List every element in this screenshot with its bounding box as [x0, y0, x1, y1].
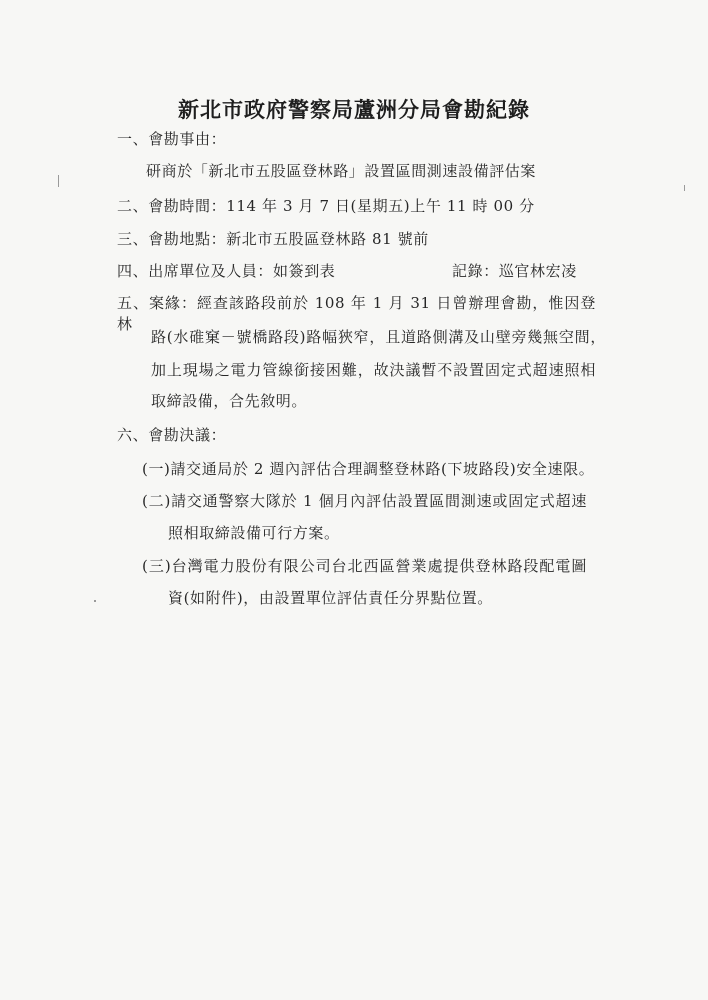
section6-heading: 六、會勘決議：: [117, 426, 227, 444]
section5-line: 五、案緣：經查該路段前於 108 年 1 月 31 日曾辦理會勘，惟因登林: [117, 294, 596, 333]
scan-edge-mark: [94, 600, 96, 602]
section4-recorder: 記錄：巡官林宏凌: [452, 262, 577, 280]
section2-meeting-time: 二、會勘時間：114 年 3 月 7 日(星期五)上午 11 時 00 分: [117, 197, 535, 215]
section1-heading: 一、會勘事由：: [117, 130, 227, 148]
scan-edge-mark: [684, 185, 685, 191]
section5-line: 加上現場之電力管線銜接困難，故決議暫不設置固定式超速照相: [151, 361, 596, 379]
section3-meeting-location: 三、會勘地點：新北市五股區登林路 81 號前: [117, 230, 429, 248]
section5-line: 取締設備，合先敘明。: [151, 392, 308, 410]
resolution-item-line: 照相取締設備可行方案。: [168, 524, 340, 542]
resolution-item-line: (一)請交通局於 2 週內評估合理調整登林路(下坡路段)安全速限。: [142, 460, 595, 478]
scan-edge-mark: [58, 175, 59, 187]
resolution-item-line: (三)台灣電力股份有限公司台北西區營業處提供登林路段配電圖: [142, 557, 587, 575]
section4-attendees: 四、出席單位及人員：如簽到表: [117, 262, 336, 280]
page-title: 新北市政府警察局蘆洲分局會勘紀錄: [178, 97, 530, 122]
section5-line: 路(水碓窠－號橋路段)路幅狹窄，且道路側溝及山壁旁幾無空間，: [151, 328, 606, 346]
resolution-item-line: 資(如附件)，由設置單位評估責任分界點位置。: [168, 589, 493, 607]
section1-text: 研商於「新北市五股區登林路」設置區間測速設備評估案: [146, 162, 537, 180]
resolution-item-line: (二)請交通警察大隊於 1 個月內評估設置區間測速或固定式超速: [142, 492, 587, 510]
